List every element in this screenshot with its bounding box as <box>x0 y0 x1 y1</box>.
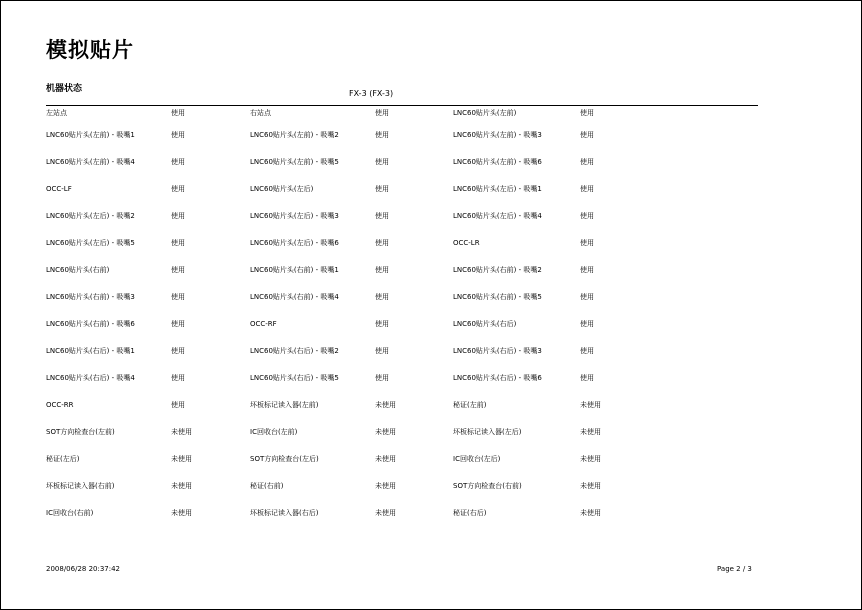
usage-status-cell: 使用 <box>375 266 389 274</box>
usage-status-cell: 未使用 <box>580 455 601 463</box>
station-name-cell: 坏板标记读入器(左前) <box>250 401 319 409</box>
station-name-cell: 坏板标记读入器(右前) <box>46 482 115 490</box>
usage-status-cell: 使用 <box>580 293 594 301</box>
usage-status-cell: 使用 <box>171 374 185 382</box>
usage-status-cell: 使用 <box>375 131 389 139</box>
table-row <box>46 508 640 535</box>
usage-status-cell: 使用 <box>171 320 185 328</box>
station-name-cell: LNC60贴片头(右前) - 吸嘴5 <box>453 293 542 301</box>
usage-status-cell: 使用 <box>580 320 594 328</box>
station-name-cell: LNC60贴片头(左后) - 吸嘴6 <box>250 239 339 247</box>
station-name-cell: LNC60贴片头(右前) <box>46 266 110 274</box>
usage-status-cell: 未使用 <box>171 482 192 490</box>
station-name-cell: 坏板标记读入器(右后) <box>250 509 319 517</box>
usage-status-cell: 使用 <box>580 185 594 193</box>
usage-status-cell: 使用 <box>375 109 389 117</box>
station-name-cell: LNC60贴片头(左后) - 吸嘴1 <box>453 185 542 193</box>
station-name-cell: LNC60贴片头(右后) - 吸嘴6 <box>453 374 542 382</box>
station-name-cell: IC回收台(右前) <box>46 509 94 517</box>
station-name-cell: 秘证(右前) <box>250 482 284 490</box>
usage-status-cell: 使用 <box>580 131 594 139</box>
station-name-cell: SOT方向检查台(右前) <box>453 482 522 490</box>
usage-status-cell: 未使用 <box>375 428 396 436</box>
station-name-cell: LNC60贴片头(右前) - 吸嘴2 <box>453 266 542 274</box>
table-row <box>46 454 640 481</box>
table-row <box>46 157 640 184</box>
station-name-cell: LNC60贴片头(左后) - 吸嘴4 <box>453 212 542 220</box>
station-name-cell: LNC60贴片头(右后) - 吸嘴2 <box>250 347 339 355</box>
usage-status-cell: 使用 <box>375 158 389 166</box>
station-name-cell: LNC60贴片头(右后) - 吸嘴1 <box>46 347 135 355</box>
usage-status-cell: 使用 <box>580 158 594 166</box>
usage-status-cell: 使用 <box>375 320 389 328</box>
machine-status-table <box>46 108 640 535</box>
usage-status-cell: 使用 <box>580 374 594 382</box>
table-row <box>46 238 640 265</box>
station-name-cell: LNC60贴片头(右前) - 吸嘴4 <box>250 293 339 301</box>
usage-status-cell: 使用 <box>580 347 594 355</box>
usage-status-cell: 未使用 <box>375 401 396 409</box>
table-row <box>46 400 640 427</box>
station-name-cell: OCC-LR <box>453 239 480 247</box>
station-name-cell: IC回收台(左后) <box>453 455 501 463</box>
station-name-cell: OCC-RF <box>250 320 277 328</box>
station-name-cell: 左站点 <box>46 109 67 117</box>
station-name-cell: LNC60贴片头(左后) - 吸嘴3 <box>250 212 339 220</box>
usage-status-cell: 未使用 <box>171 428 192 436</box>
station-name-cell: 秘证(左后) <box>46 455 80 463</box>
station-name-cell: 秘证(右后) <box>453 509 487 517</box>
print-timestamp: 2008/06/28 20:37:42 <box>46 565 121 573</box>
table-row <box>46 373 640 400</box>
station-name-cell: 右站点 <box>250 109 271 117</box>
station-name-cell: LNC60贴片头(右后) <box>453 320 517 328</box>
table-row <box>46 346 640 373</box>
section-title: 机器状态 <box>46 84 83 94</box>
status-table-body <box>46 108 640 535</box>
usage-status-cell: 未使用 <box>580 401 601 409</box>
usage-status-cell: 未使用 <box>580 482 601 490</box>
table-row <box>46 319 640 346</box>
usage-status-cell: 使用 <box>580 266 594 274</box>
usage-status-cell: 未使用 <box>375 482 396 490</box>
station-name-cell: LNC60贴片头(左前) - 吸嘴5 <box>250 158 339 166</box>
usage-status-cell: 使用 <box>171 239 185 247</box>
station-name-cell: LNC60贴片头(左前) - 吸嘴1 <box>46 131 135 139</box>
usage-status-cell: 使用 <box>375 212 389 220</box>
station-name-cell: SOT方向检查台(左后) <box>250 455 319 463</box>
station-name-cell: LNC60贴片头(左前) <box>453 109 517 117</box>
station-name-cell: LNC60贴片头(左前) - 吸嘴3 <box>453 131 542 139</box>
station-name-cell: IC回收台(左前) <box>250 428 298 436</box>
usage-status-cell: 使用 <box>171 293 185 301</box>
table-row <box>46 130 640 157</box>
usage-status-cell: 使用 <box>171 158 185 166</box>
station-name-cell: LNC60贴片头(左后) - 吸嘴5 <box>46 239 135 247</box>
page-title: 模拟贴片 <box>46 38 134 62</box>
usage-status-cell: 使用 <box>171 131 185 139</box>
usage-status-cell: 使用 <box>375 239 389 247</box>
usage-status-cell: 使用 <box>171 212 185 220</box>
station-name-cell: LNC60贴片头(左后) <box>250 185 314 193</box>
machine-name: FX-3 (FX-3) <box>349 89 394 98</box>
station-name-cell: LNC60贴片头(右后) - 吸嘴5 <box>250 374 339 382</box>
usage-status-cell: 未使用 <box>171 509 192 517</box>
usage-status-cell: 使用 <box>375 185 389 193</box>
table-row <box>46 108 640 130</box>
station-name-cell: LNC60贴片头(右前) - 吸嘴6 <box>46 320 135 328</box>
station-name-cell: 坏板标记读入器(左后) <box>453 428 522 436</box>
usage-status-cell: 使用 <box>375 293 389 301</box>
station-name-cell: OCC-RR <box>46 401 74 409</box>
station-name-cell: LNC60贴片头(右前) - 吸嘴1 <box>250 266 339 274</box>
table-row <box>46 481 640 508</box>
usage-status-cell: 未使用 <box>580 428 601 436</box>
header-divider <box>46 105 758 106</box>
usage-status-cell: 使用 <box>171 266 185 274</box>
usage-status-cell: 使用 <box>580 239 594 247</box>
usage-status-cell: 未使用 <box>580 509 601 517</box>
station-name-cell: SOT方向检查台(左前) <box>46 428 115 436</box>
usage-status-cell: 使用 <box>580 212 594 220</box>
station-name-cell: LNC60贴片头(左前) - 吸嘴6 <box>453 158 542 166</box>
station-name-cell: LNC60贴片头(左前) - 吸嘴4 <box>46 158 135 166</box>
station-name-cell: LNC60贴片头(左前) - 吸嘴2 <box>250 131 339 139</box>
usage-status-cell: 使用 <box>171 401 185 409</box>
usage-status-cell: 使用 <box>171 347 185 355</box>
usage-status-cell: 未使用 <box>171 455 192 463</box>
usage-status-cell: 未使用 <box>375 509 396 517</box>
usage-status-cell: 使用 <box>171 185 185 193</box>
table-row <box>46 292 640 319</box>
station-name-cell: OCC-LF <box>46 185 72 193</box>
station-name-cell: LNC60贴片头(左后) - 吸嘴2 <box>46 212 135 220</box>
usage-status-cell: 使用 <box>171 109 185 117</box>
page-number: Page 2 / 3 <box>717 565 752 573</box>
table-row <box>46 184 640 211</box>
table-row <box>46 211 640 238</box>
table-row <box>46 427 640 454</box>
usage-status-cell: 使用 <box>580 109 594 117</box>
usage-status-cell: 使用 <box>375 374 389 382</box>
station-name-cell: 秘证(左前) <box>453 401 487 409</box>
station-name-cell: LNC60贴片头(右前) - 吸嘴3 <box>46 293 135 301</box>
usage-status-cell: 使用 <box>375 347 389 355</box>
station-name-cell: LNC60贴片头(右后) - 吸嘴4 <box>46 374 135 382</box>
usage-status-cell: 未使用 <box>375 455 396 463</box>
table-row <box>46 265 640 292</box>
station-name-cell: LNC60贴片头(右后) - 吸嘴3 <box>453 347 542 355</box>
